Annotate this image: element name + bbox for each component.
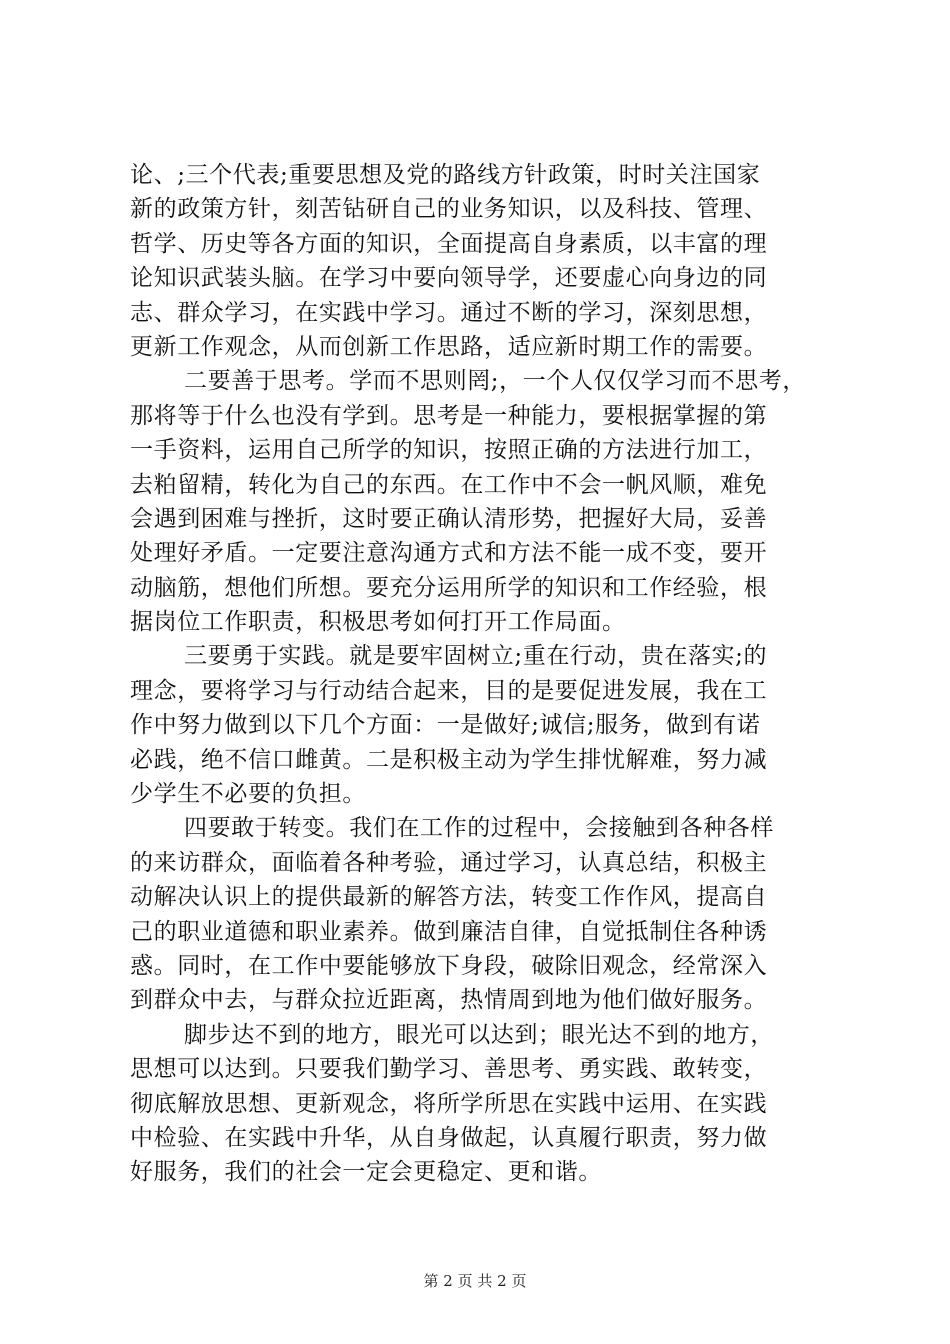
text-line: 好服务，我们的社会一定会更稳定、更和谐。 bbox=[130, 1159, 602, 1186]
text-line: 去粕留精，转化为自己的东西。在工作中不会一帆风顺，难免 bbox=[130, 471, 768, 498]
text-line: 论、;三个代表;重要思想及党的路线方针政策，时时关注国家 bbox=[130, 162, 761, 188]
text-line: 惑。同时，在工作中要能够放下身段，破除旧观念，经常深入 bbox=[130, 952, 768, 979]
text-line: 会遇到困难与挫折，这时要正确认清形势，把握好大局，妥善 bbox=[130, 505, 768, 532]
text-line: 的来访群众，面临着各种考验，通过学习，认真总结，积极主 bbox=[130, 849, 768, 876]
paragraph-start-line: 四要敢于转变。我们在工作的过程中，会接触到各种各样 bbox=[184, 815, 774, 842]
paragraph-start-line: 二要善于思考。学而不思则罔;，一个人仅仅学习而不思考， bbox=[184, 368, 806, 395]
text-line: 作中努力做到以下几个方面：一是做好;诚信;服务，做到有诺 bbox=[130, 712, 761, 739]
text-line: 中检验、在实践中升华，从自身做起，认真履行职责，努力做 bbox=[130, 1124, 768, 1151]
text-line: 处理好矛盾。一定要注意沟通方式和方法不能一成不变，要开 bbox=[130, 540, 768, 567]
body-text bbox=[130, 158, 828, 1190]
text-line: 论知识武装头脑。在学习中要向领导学，还要虚心向身边的同 bbox=[130, 265, 768, 292]
text-line: 彻底解放思想、更新观念，将所学所思在实践中运用、在实践 bbox=[130, 1090, 768, 1117]
text-line: 新的政策方针，刻苦钻研自己的业务知识，以及科技、管理、 bbox=[130, 196, 768, 223]
text-line: 理念，要将学习与行动结合起来，目的是要促进发展，我在工 bbox=[130, 677, 768, 704]
text-line: 动解决认识上的提供最新的解答方法，转变工作作风，提高自 bbox=[130, 884, 768, 911]
text-line: 必践，绝不信口雌黄。二是积极主动为学生排忧解难，努力减 bbox=[130, 746, 768, 773]
page-footer: 第 2 页 共 2 页 bbox=[423, 1272, 527, 1290]
text-line: 动脑筋，想他们所想。要充分运用所学的知识和工作经验，根 bbox=[130, 574, 768, 601]
text-line: 更新工作观念，从而创新工作思路，适应新时期工作的需要。 bbox=[130, 333, 768, 360]
text-line: 一手资料，运用自己所学的知识，按照正确的方法进行加工， bbox=[130, 437, 768, 464]
text-line: 哲学、历史等各方面的知识，全面提高自身素质，以丰富的理 bbox=[130, 230, 768, 257]
text-line: 志、群众学习，在实践中学习。通过不断的学习，深刻思想， bbox=[130, 299, 768, 326]
text-line: 少学生不必要的负担。 bbox=[130, 781, 366, 808]
text-line: 据岗位工作职责，积极思考如何打开工作局面。 bbox=[130, 609, 626, 636]
text-line: 己的职业道德和职业素养。做到廉洁自律，自觉抵制住各种诱 bbox=[130, 918, 768, 945]
text-line: 思想可以达到。只要我们勤学习、善思考、勇实践、敢转变， bbox=[130, 1056, 768, 1083]
paragraph-start-line: 三要勇于实践。就是要牢固树立;重在行动，贵在落实;的 bbox=[184, 643, 768, 670]
text-line: 到群众中去，与群众拉近距离，热情周到地为他们做好服务。 bbox=[130, 987, 768, 1014]
text-line: 那将等于什么也没有学到。思考是一种能力，要根据掌握的第 bbox=[130, 402, 768, 429]
paragraph-start-line: 脚步达不到的地方，眼光可以达到；眼光达不到的地方， bbox=[184, 1021, 774, 1048]
